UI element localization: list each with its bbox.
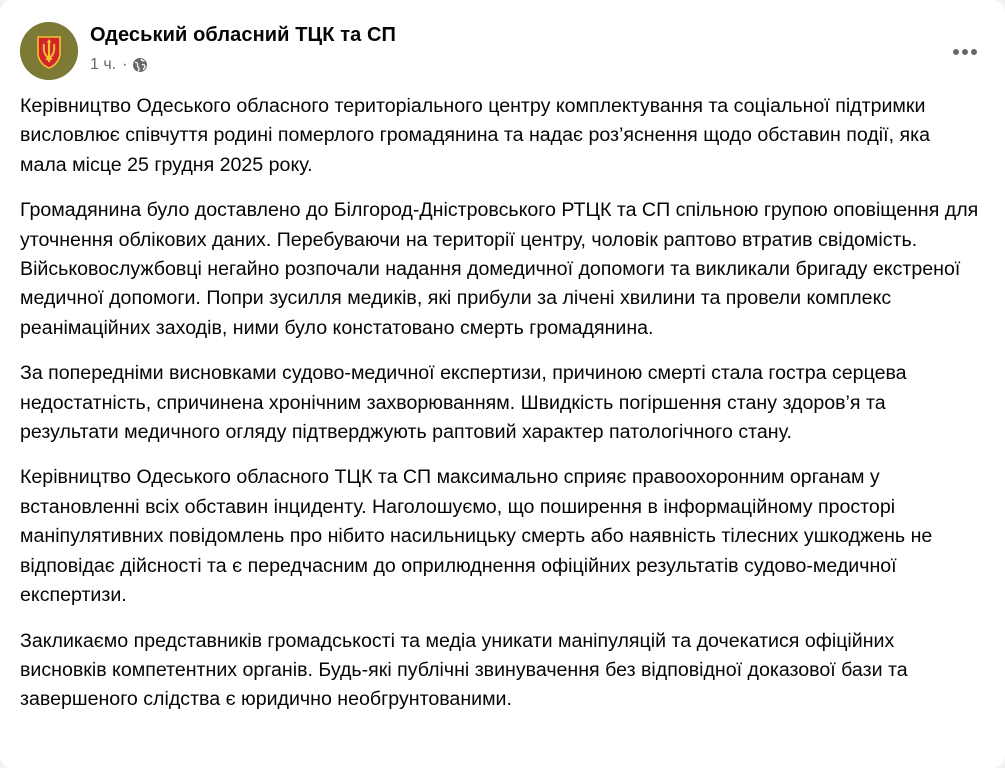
post-meta: [90, 56, 148, 74]
more-options-button[interactable]: [945, 32, 985, 72]
avatar[interactable]: [20, 22, 78, 80]
post-paragraph: Громадянина було доставлено до Білгород-Дністровського РТЦК та СП спільною групою оповіщення для уточнення облікових даних. Перебуваючи на території центру, чоловік раптово втратив свідомість. Військовослужбовці негайно розпочали надання домедичної допомоги та викликали бригаду екстреної медичної допомоги. Попри зусилля медиків, які прибули за лічені хвилини та провели комплекс реанімаційних заходів, ними було констатовано смерть громадянина.: [20, 199, 979, 339]
post-timestamp[interactable]: 1 ч.: [90, 56, 117, 73]
post-paragraph: Керівництво Одеського обласного територіального центру комплектування та соціальної підтримки висловлює співчуття родині померлого громадянина та надає роз’яснення щодо обставин події, яка мала місце 25 грудня 2025 року.: [20, 95, 930, 176]
post-paragraph: За попередніми висновками судово-медичної експертизи, причиною смерті стала гостра серцева недостатність, спричинена хронічним захворюванням. Швидкість погіршення стану здоров’я та результати медичного огляду підтверджують раптовий характер патологічного стану.: [20, 362, 907, 444]
more-horizontal-icon: [952, 48, 978, 56]
meta-separator: ·: [122, 56, 128, 73]
post-header: [18, 20, 987, 84]
globe-icon[interactable]: [132, 57, 148, 73]
coat-of-arms-shield-icon: [20, 22, 78, 80]
post-paragraph: Закликаємо представників громадськості та медіа уникати маніпуляцій та дочекатися офіційних висновків компетентних органів. Будь-які публічні звинувачення без відповідної доказової бази та завершеного слідства є юридично необгрунтованими.: [20, 629, 908, 711]
post-body: [20, 92, 980, 731]
author-name[interactable]: Одеський обласний ТЦК та СП: [90, 24, 397, 46]
post-paragraph: Керівництво Одеського обласного ТЦК та СП максимально сприяє правоохоронним органам у встановленні всіх обставин інциденту. Наголошуємо, що поширення в інформаційному просторі маніпулятивних повідомлень про нібито насильницьку смерть або наявність тілесних ушкоджень не відповідає дійсності та є передчасним до оприлюднення офіційних результатів судово-медичної експертизи.: [20, 466, 933, 607]
